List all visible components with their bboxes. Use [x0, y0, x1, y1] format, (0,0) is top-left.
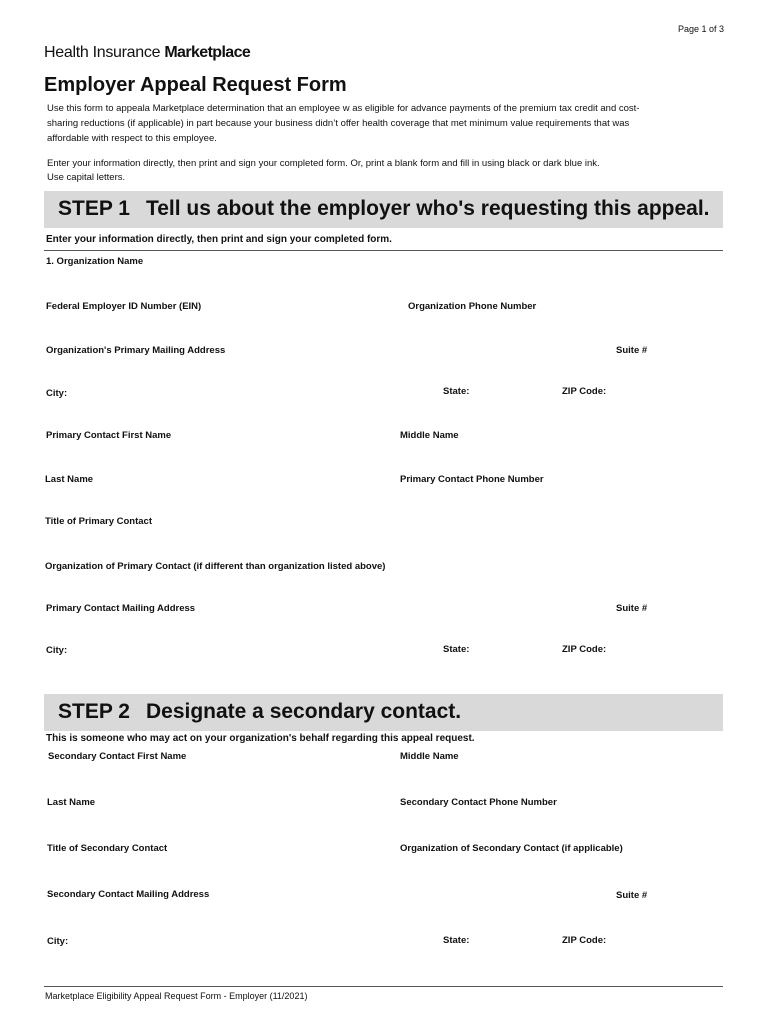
sec-middle-name-label: Middle Name: [400, 751, 459, 762]
sec-phone-input[interactable]: [400, 811, 704, 831]
org-name-input[interactable]: [46, 270, 720, 290]
page-title: Employer Appeal Request Form: [44, 74, 347, 96]
contact-phone-input[interactable]: [400, 488, 704, 508]
sec-zip-label: ZIP Code:: [562, 935, 607, 946]
intro-line: sharing reductions (if applicable) in part because your business didn’t offer health coverage that met minimum value requirements that was: [47, 118, 630, 129]
state2-input[interactable]: [478, 642, 552, 662]
title-contact-label: Title of Primary Contact: [45, 516, 152, 527]
zip2-label: ZIP Code:: [562, 644, 607, 655]
instructions-paragraph: [47, 157, 717, 185]
step1-number: STEP 1: [58, 197, 130, 220]
mailing-address-label: Organization's Primary Mailing Address: [46, 345, 226, 356]
step2-heading: [58, 700, 461, 724]
zip-input[interactable]: [612, 384, 716, 404]
brand-text-1: Health Insurance: [44, 44, 165, 61]
middle-name-label: Middle Name: [400, 430, 459, 441]
step1-subtitle: Enter your information directly, then print and sign your completed form.: [46, 234, 392, 245]
zip-label: ZIP Code:: [562, 386, 607, 397]
step2-number: STEP 2: [58, 700, 130, 723]
last-name-label: Last Name: [45, 474, 94, 485]
middle-name-input[interactable]: [400, 444, 704, 464]
sec-title-input[interactable]: [46, 857, 380, 877]
title-contact-input[interactable]: [46, 530, 720, 550]
suite-input[interactable]: [616, 359, 720, 379]
org-name-label: 1. Organization Name: [46, 256, 144, 267]
suite-label: Suite #: [616, 345, 648, 356]
sec-phone-label: Secondary Contact Phone Number: [400, 797, 557, 808]
org-phone-label: Organization Phone Number: [408, 301, 537, 312]
city-input[interactable]: [76, 372, 430, 392]
first-name-input[interactable]: [46, 444, 380, 464]
footer-divider: [44, 986, 723, 987]
sec-zip-input[interactable]: [612, 933, 716, 953]
sec-first-name-input[interactable]: [46, 766, 380, 786]
org-phone-input[interactable]: [408, 315, 712, 335]
sec-middle-name-input[interactable]: [400, 766, 704, 786]
instructions-line: Use capital letters.: [47, 172, 126, 183]
state-input[interactable]: [478, 384, 552, 404]
sec-first-name-label: Secondary Contact First Name: [48, 751, 187, 762]
intro-line: affordable with respect to this employee.: [47, 133, 217, 144]
sec-org-label: Organization of Secondary Contact (if applicable): [400, 843, 623, 854]
contact-phone-label: Primary Contact Phone Number: [400, 474, 544, 485]
instructions-line: Enter your information directly, then print and sign your completed form. Or, print a blank form and fill in using black or dark blue ink.: [47, 158, 600, 169]
sec-state-label: State:: [443, 935, 470, 946]
city2-input[interactable]: [76, 629, 430, 649]
state2-label: State:: [443, 644, 470, 655]
brand-logo: [44, 44, 250, 62]
org-contact-label: Organization of Primary Contact (if different than organization listed above): [45, 561, 386, 572]
sec-city-input[interactable]: [76, 920, 430, 940]
step1-heading: [58, 197, 710, 221]
sec-suite-label: Suite #: [616, 890, 648, 901]
city-label: City:: [46, 388, 68, 399]
contact-mailing-label: Primary Contact Mailing Address: [46, 603, 196, 614]
divider: [44, 250, 723, 251]
sec-last-name-label: Last Name: [47, 797, 96, 808]
sec-last-name-input[interactable]: [46, 811, 380, 831]
step2-subtitle: This is someone who may act on your organization's behalf regarding this appeal request.: [46, 733, 475, 744]
zip2-input[interactable]: [612, 642, 716, 662]
brand-text-2: Marketplace: [164, 44, 251, 61]
intro-paragraph: [47, 101, 717, 146]
ein-input[interactable]: [46, 315, 390, 335]
city2-label: City:: [46, 645, 68, 656]
org-contact-input[interactable]: [46, 575, 720, 595]
suite2-label: Suite #: [616, 603, 648, 614]
suite2-input[interactable]: [616, 617, 720, 637]
sec-org-input[interactable]: [400, 857, 714, 877]
sec-suite-input[interactable]: [616, 904, 720, 924]
page-indicator: Page 1 of 3: [678, 24, 725, 34]
sec-city-label: City:: [47, 936, 69, 947]
step2-title: Designate a secondary contact.: [145, 700, 462, 723]
first-name-label: Primary Contact First Name: [46, 430, 172, 441]
sec-title-label: Title of Secondary Contact: [47, 843, 168, 854]
state-label: State:: [443, 386, 470, 397]
sec-state-input[interactable]: [478, 933, 552, 953]
intro-line: Use this form to appeala Marketplace determination that an employee w as eligible for advance payments of the premium tax credit and cost-: [47, 103, 640, 114]
last-name-input[interactable]: [46, 488, 380, 508]
footer-text: Marketplace Eligibility Appeal Request Form - Employer (11/2021): [45, 991, 308, 1001]
ein-label: Federal Employer ID Number (EIN): [46, 301, 202, 312]
sec-mailing-label: Secondary Contact Mailing Address: [47, 889, 210, 900]
step1-title: Tell us about the employer who's requesting this appeal.: [145, 197, 710, 220]
